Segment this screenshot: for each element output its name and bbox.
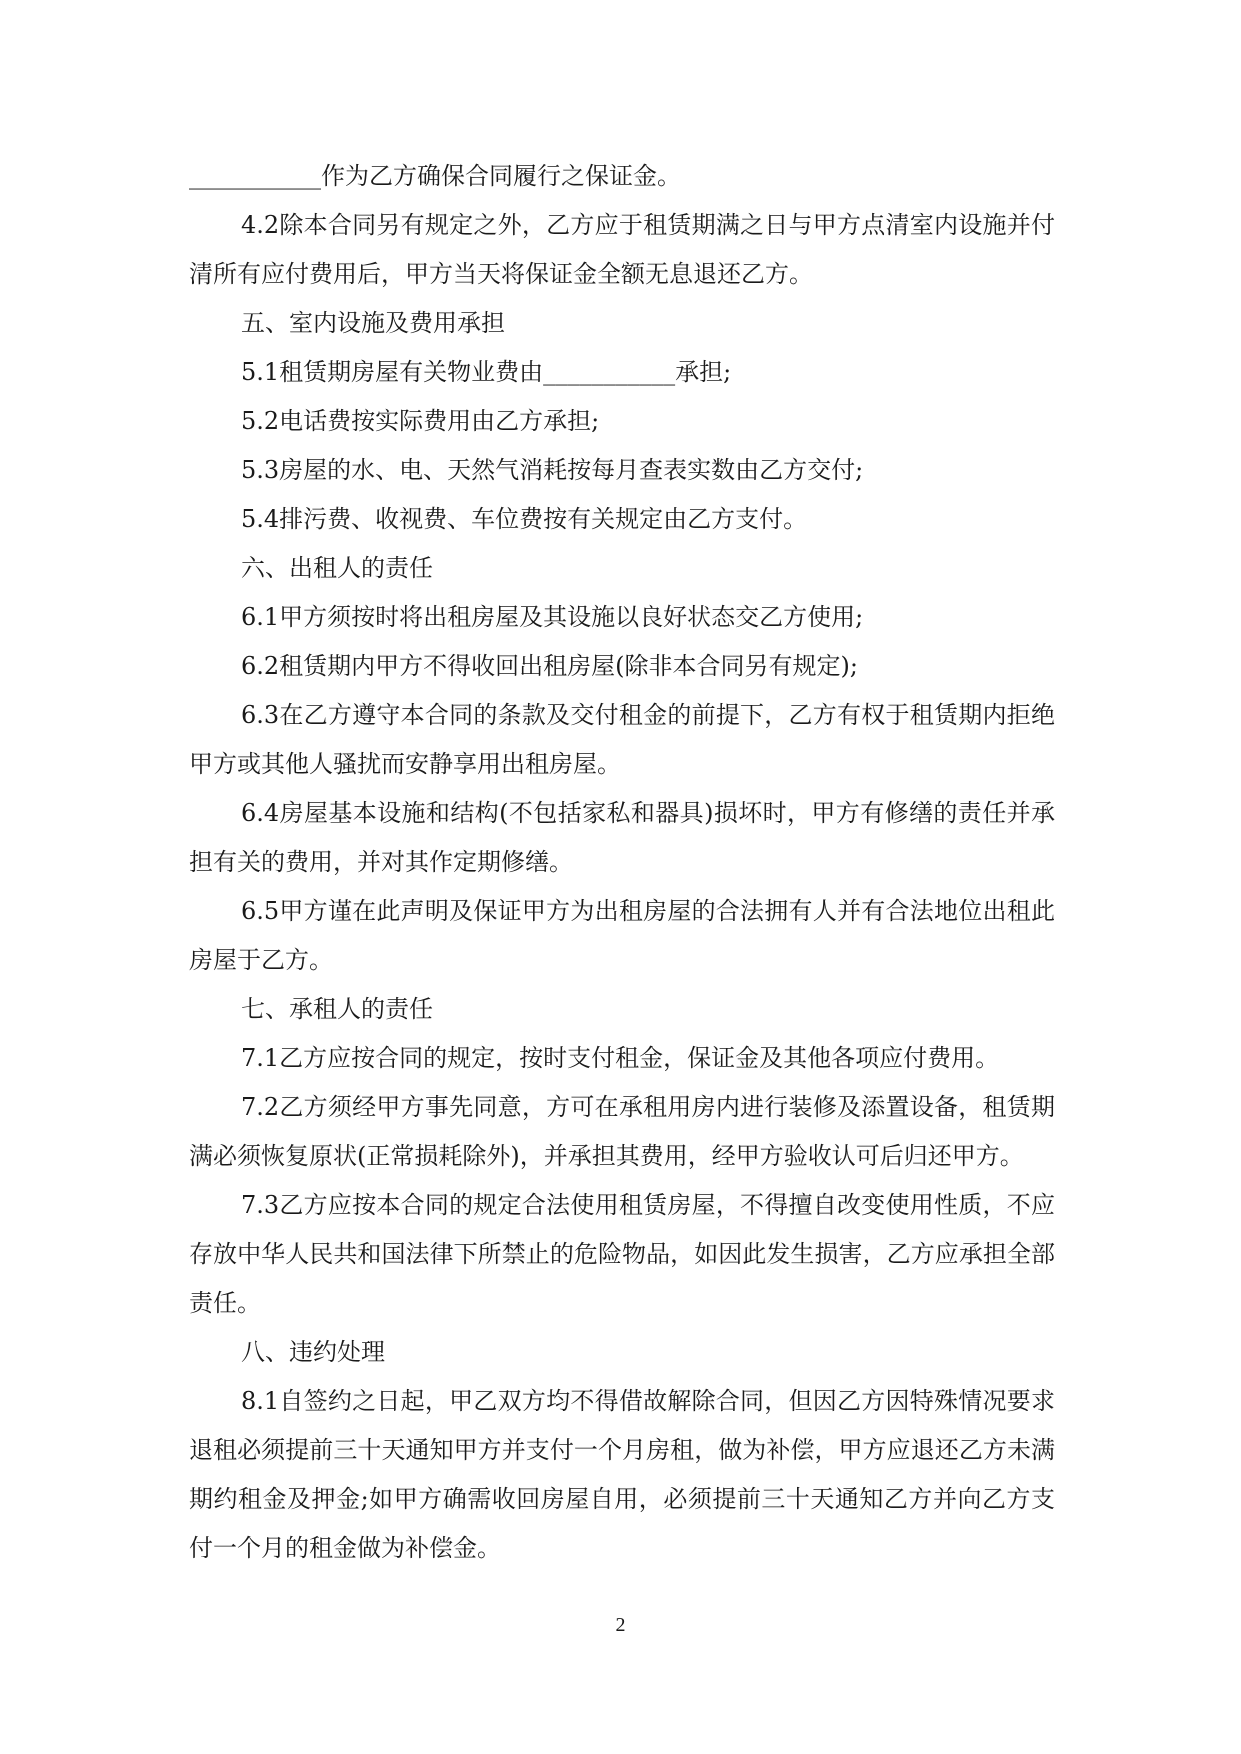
clause-8-1: 8.1自签约之日起，甲乙双方均不得借故解除合同，但因乙方因特殊情况要求退租必须提前三十天通知甲方并支付一个月房租，做为补偿，甲方应退还乙方未满期约租金及押金;如甲方确需收回房屋自用，必须提前三十天通知乙方并向乙方支付一个月的租金做为补偿金。: [189, 1387, 1055, 1562]
document-body: [189, 152, 1055, 1573]
clause-6-5: 6.5甲方谨在此声明及保证甲方为出租房屋的合法拥有人并有合法地位出租此房屋于乙方。: [189, 897, 1055, 974]
clause-6-2: 6.2租赁期内甲方不得收回出租房屋(除非本合同另有规定);: [241, 652, 858, 680]
clause-5-4: 5.4排污费、收视费、车位费按有关规定由乙方支付。: [241, 505, 808, 533]
clause-4-2: 4.2除本合同另有规定之外，乙方应于租赁期满之日与甲方点清室内设施并付清所有应付费用后，甲方当天将保证金全额无息退还乙方。: [189, 211, 1055, 288]
clause-5-3: 5.3房屋的水、电、天然气消耗按每月查表实数由乙方交付;: [241, 456, 864, 484]
clause-6-1: 6.1甲方须按时将出租房屋及其设施以良好状态交乙方使用;: [241, 603, 864, 631]
section-heading-7: 七、承租人的责任: [241, 995, 433, 1023]
clause-6-4: 6.4房屋基本设施和结构(不包括家私和器具)损坏时，甲方有修缮的责任并承担有关的费用，并对其作定期修缮。: [189, 799, 1055, 876]
clause-6-3: 6.3在乙方遵守本合同的条款及交付租金的前提下，乙方有权于租赁期内拒绝甲方或其他人骚扰而安静享用出租房屋。: [189, 701, 1055, 778]
clause-7-2: 7.2乙方须经甲方事先同意，方可在承租用房内进行装修及添置设备，租赁期满必须恢复原状(正常损耗除外)，并承担其费用，经甲方验收认可后归还甲方。: [189, 1093, 1055, 1170]
paragraph-deposit-continued: ___________作为乙方确保合同履行之保证金。: [189, 162, 681, 190]
clause-7-3: 7.3乙方应按本合同的规定合法使用租赁房屋，不得擅自改变使用性质，不应存放中华人民共和国法律下所禁止的危险物品，如因此发生损害，乙方应承担全部责任。: [189, 1191, 1055, 1317]
clause-5-1: 5.1租赁期房屋有关物业费由___________承担;: [241, 358, 732, 386]
clause-7-1: 7.1乙方应按合同的规定，按时支付租金，保证金及其他各项应付费用。: [241, 1044, 1000, 1072]
page-number: 2: [615, 1614, 626, 1636]
section-heading-5: 五、室内设施及费用承担: [241, 309, 505, 337]
section-heading-6: 六、出租人的责任: [241, 554, 433, 582]
clause-5-2: 5.2电话费按实际费用由乙方承担;: [241, 407, 600, 435]
section-heading-8: 八、违约处理: [241, 1338, 385, 1366]
